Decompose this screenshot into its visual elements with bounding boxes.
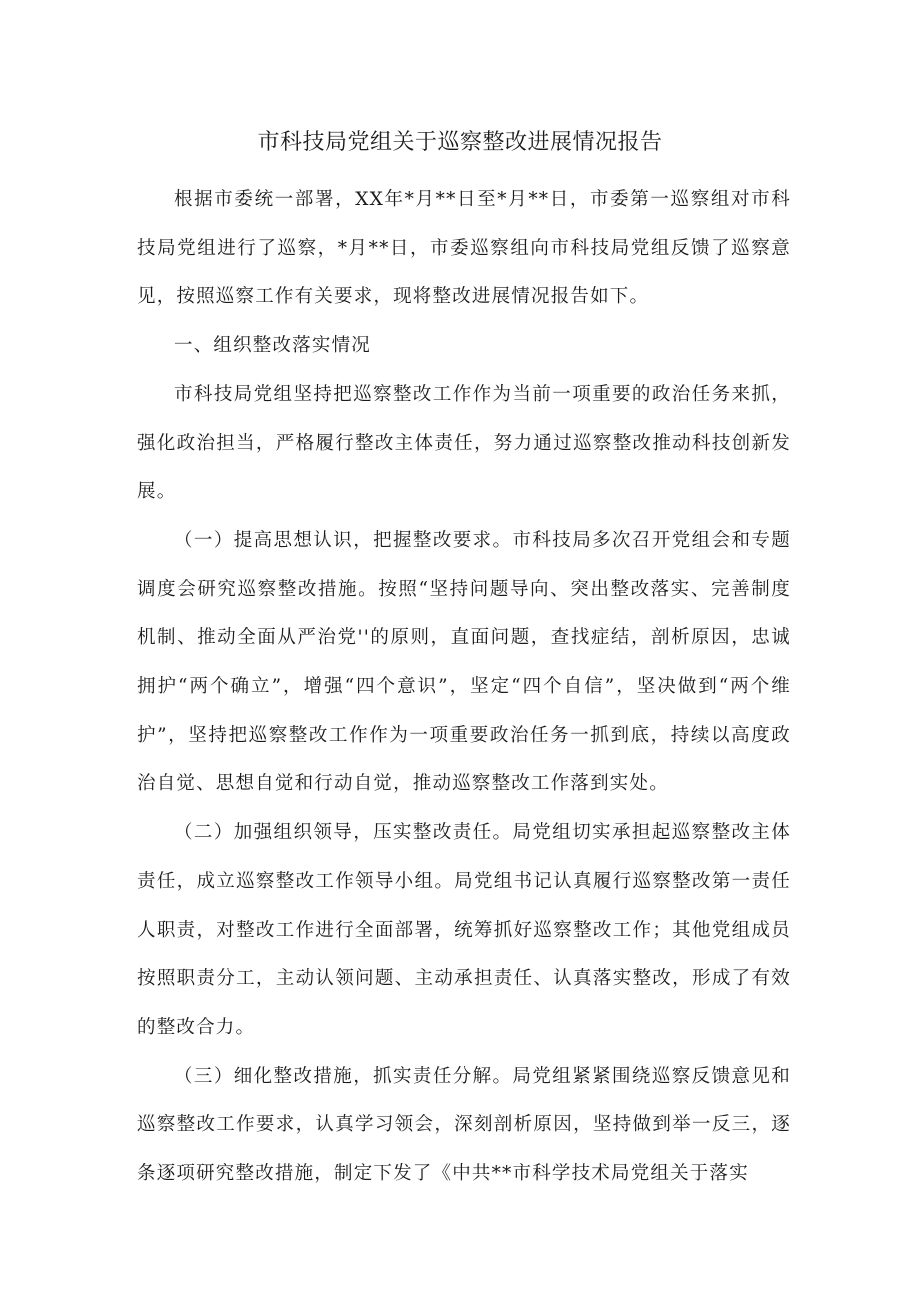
document-title: 市科技局党组关于巡察整改进展情况报告 xyxy=(257,130,663,155)
paragraph-item-3: （三）细化整改措施，抓实责任分解。局党组紧紧围绕巡察反馈意见和巡察整改工作要求，认真学习领会，深刻剖析原因，坚持做到举一反三，逐条逐项研究整改措施，制定下发了《中共**市科学技术局党组关于落实 xyxy=(137,1065,791,1185)
paragraph-section-1-summary: 市科技局党组坚持把巡察整改工作作为当前一项重要的政治任务来抓，强化政治担当，严格履行整改主体责任，努力通过巡察整改推动科技创新发展。 xyxy=(137,383,791,503)
paragraph-intro: 根据市委统一部署，XX年*月**日至*月**日，市委第一巡察组对市科技局党组进行了巡察，*月**日，市委巡察组向市科技局党组反馈了巡察意见，按照巡察工作有关要求，现将整改进展情况报告如下。 xyxy=(137,189,791,308)
document-body xyxy=(137,176,791,1199)
section-heading-1: 一、组织整改落实情况 xyxy=(174,335,372,357)
paragraph-item-2: （二）加强组织领导，压实整改责任。局党组切实承担起巡察整改主体责任，成立巡察整改工作领导小组。局党组书记认真履行巡察整改第一责任人职责，对整改工作进行全面部署，统筹抓好巡察整改工作；其他党组成员按照职责分工，主动认领问题、主动承担责任、认真落实整改，形成了有效的整改合力。 xyxy=(137,822,791,1038)
paragraph-item-1: （一）提高思想认识，把握整改要求。市科技局多次召开党组会和专题调度会研究巡察整改措施。按照“坚持问题导向、突出整改落实、完善制度机制、推动全面从严治党''的原则，直面问题，查找症结，剖析原因，忠诚拥护“两个确立”，增强“四个意识”，坚定“四个自信”，坚决做到“两个维护”，坚持把巡察整改工作作为一项重要政治任务一抓到底，持续以高度政治自觉、思想自觉和行动自觉，推动巡察整改工作落到实处。 xyxy=(137,529,791,795)
